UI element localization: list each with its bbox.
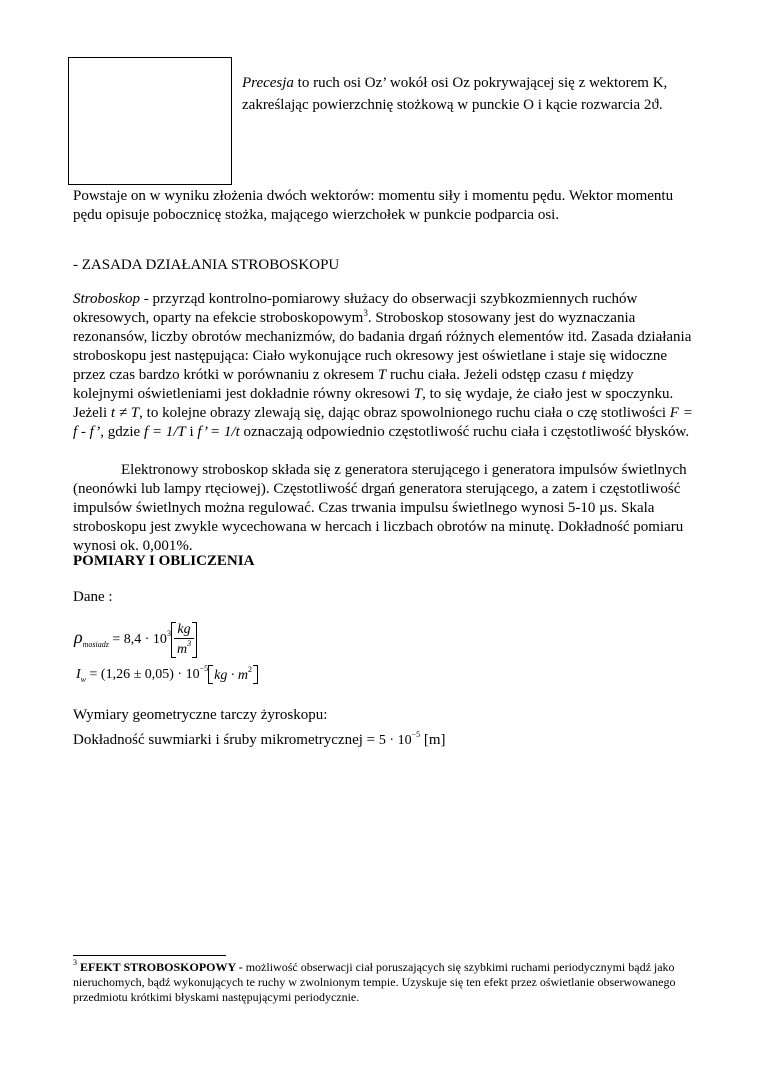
wymiary-paragraph <box>73 706 693 750</box>
text-run: , gdzie <box>100 424 144 440</box>
text-run: i <box>185 424 198 440</box>
unit-denominator <box>174 639 194 658</box>
footnote-term: EFEKT STROBOSKOPOWY - <box>77 960 246 974</box>
symbol-T: T <box>413 386 423 402</box>
footnote-number: 3 <box>73 958 77 967</box>
equation-f-prime: f’ = 1/t <box>197 424 240 440</box>
symbol-T: T <box>377 367 387 383</box>
text-run: między kolejnymi oświetleniami jest dokładnie równy okresowi <box>73 367 634 402</box>
section-heading-zasada: - ZASADA DZIAŁANIA STROBOSKOPU <box>73 257 340 273</box>
accuracy-unit: [m] <box>420 732 446 748</box>
unit-numerator: kg <box>174 622 194 639</box>
text-run: oznaczają odpowiednio częstotliwość ruchu ciała i częstotliwość błysków. <box>239 424 690 440</box>
stroboskop-term: Stroboskop <box>73 291 140 307</box>
unit-den-text: m <box>176 642 188 657</box>
footnote-separator <box>73 955 226 956</box>
precesja-text: to ruch osi Oz’ wokół osi Oz pokrywającej się z wektorem K, zakreślając powierzchnię stożkową w punckie O i kącie rozwarcia 2ϑ. <box>242 75 668 113</box>
text-run: . Stroboskop stosowany jest do wyznaczania rezonansów, liczby obrotów mechanizmów, do badania drgań różnych elementów itd. Zasada działania stroboskopu jest następująca: Ciało wykonujące ruch okresowy jest oświetlane i staje się widoczne przez czas bardzo krótki w porównaniu z okresem <box>73 310 692 383</box>
rho-symbol: ρ <box>74 627 83 648</box>
text-run: , to kolejne obrazy zlewają się, dając obraz spowolnionego ruchu ciała o czę stotliwości <box>139 405 670 421</box>
unit-bracket <box>171 622 197 658</box>
inertia-subscript: w <box>80 675 87 684</box>
section-heading-pomiary: POMIARY I OBLICZENIA <box>73 553 255 569</box>
inertia-symbol: I <box>76 667 81 682</box>
text-run: - przyrząd kontrolno-pomiarowy służacy do obserwacji szybkozmiennych ruchów okresowych, oparty na efekcie stroboskopowym <box>73 291 638 326</box>
footnote-ref[interactable]: 3 <box>363 308 368 318</box>
footnote-text: możliwość obserwacji ciał poruszających się szybkimi ruchami periodycznymi bądź jako nieruchomych, bądź wykonujących te ruchy w zwolnionym tempie. Uzyskuje się ten efekt przez oświetlanie obserwowanego przedmiotu krótkimi błyskami następującymi periodycznie. <box>73 960 676 1004</box>
equation-f: f = 1/T <box>143 424 186 440</box>
unit-fraction <box>174 622 194 658</box>
precesja-paragraph <box>242 72 722 116</box>
symbol-t: t <box>581 367 586 383</box>
inertia-unit: kg · m <box>214 668 248 684</box>
condition: t ≠ T <box>110 405 140 421</box>
inertia-value: = (1,26 ± 0,05) · 10 <box>86 667 200 682</box>
text-run: ruchu ciała. Jeżeli odstęp czasu <box>386 367 582 383</box>
dane-label: Dane : <box>73 589 113 605</box>
stroboskop-paragraph <box>73 290 693 442</box>
unit-den-exp: 3 <box>187 639 192 648</box>
elektro-paragraph <box>73 461 693 556</box>
density-value: = 8,4 · 10 <box>108 632 167 648</box>
powstaje-paragraph: Powstaje on w wyniku złożenia dwóch wektorów: momentu siły i momentu pędu. Wektor momentu pędu opisuje pobocznicę stożka, mającego wierzchołek w punkcie podparcia osi. <box>73 188 674 223</box>
accuracy-exponent: −5 <box>411 730 421 739</box>
wymiary-line1: Wymiary geometryczne tarczy żyroskopu: <box>73 707 328 723</box>
text-run: , to się wydaje, że ciało jest w spoczynku. Jeżeli <box>73 386 674 421</box>
figure-placeholder <box>68 57 232 185</box>
precesja-term: Precesja <box>242 75 294 91</box>
inertia-unit-exp: 2 <box>247 665 252 675</box>
equation-F: F = f - f’ <box>73 405 693 440</box>
inertia-exponent: −5 <box>199 664 209 673</box>
footnote <box>73 960 693 1005</box>
density-exponent: 3 <box>166 629 171 639</box>
formula-inertia <box>76 664 258 684</box>
accuracy-value: 5 · 10 <box>378 733 412 748</box>
formula-density <box>74 622 197 658</box>
wymiary-line2 <box>73 725 693 750</box>
rho-subscript: mosiadz <box>82 640 109 650</box>
accuracy-label: Dokładność suwmiarki i śruby mikrometrycznej = <box>73 732 379 748</box>
elektro-text: Elektronowy stroboskop składa się z generatora sterującego i generatora impulsów świetlnych (neonówki lub lampy rtęciowej). Częstotliwość drgań generatora sterującego, a zatem i częstotliwość impulsów świetlnych można regulować. Czas trwania impulsu świetlnego wynosi 5-10 µs. Skala stroboskopu jest zwykle wycechowana w hercach i liczbach obrotów na minutę. Dokładność pomiaru wynosi ok. 0,001%. <box>73 462 687 554</box>
inertia-unit-bracket <box>208 665 258 684</box>
